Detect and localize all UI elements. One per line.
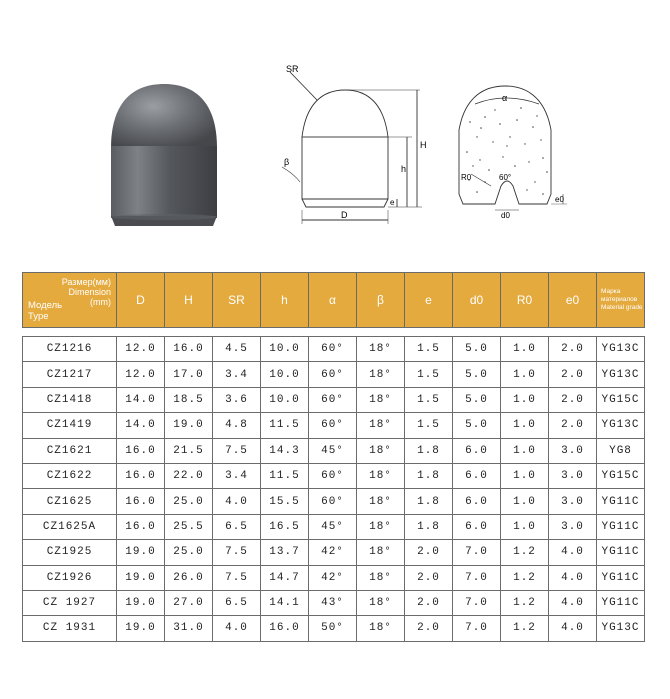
column-header: SR bbox=[213, 273, 261, 328]
value-cell: 2.0 bbox=[549, 362, 597, 387]
model-cell: CZ1625A bbox=[23, 514, 117, 539]
model-cell: CZ1418 bbox=[23, 387, 117, 412]
value-cell: 1.2 bbox=[501, 590, 549, 615]
value-cell: 1.2 bbox=[501, 565, 549, 590]
header-gap bbox=[23, 328, 645, 337]
model-cell: CZ 1927 bbox=[23, 590, 117, 615]
value-cell: 1.8 bbox=[405, 514, 453, 539]
value-cell: 26.0 bbox=[165, 565, 213, 590]
value-cell: 25.0 bbox=[165, 489, 213, 514]
model-cell: CZ1621 bbox=[23, 438, 117, 463]
grade-header-en: Material grade bbox=[601, 304, 643, 311]
value-cell: 1.8 bbox=[405, 438, 453, 463]
value-cell: 1.2 bbox=[501, 616, 549, 641]
table-body bbox=[23, 337, 645, 642]
value-cell: 1.0 bbox=[501, 489, 549, 514]
table-row bbox=[23, 590, 645, 615]
column-header: α bbox=[309, 273, 357, 328]
value-cell: 19.0 bbox=[117, 565, 165, 590]
value-cell: 2.0 bbox=[405, 540, 453, 565]
value-cell: 1.0 bbox=[501, 438, 549, 463]
value-cell: 2.0 bbox=[549, 387, 597, 412]
table-row bbox=[23, 337, 645, 362]
value-cell: 6.5 bbox=[213, 514, 261, 539]
column-header: R0 bbox=[501, 273, 549, 328]
model-cell: CZ1419 bbox=[23, 413, 117, 438]
value-cell: 16.0 bbox=[117, 438, 165, 463]
grade-cell: YG13C bbox=[597, 337, 645, 362]
header-model-ru: Модель bbox=[28, 300, 63, 311]
value-cell: 18° bbox=[357, 438, 405, 463]
table-row bbox=[23, 540, 645, 565]
value-cell: 19.0 bbox=[117, 590, 165, 615]
grade-cell: YG13C bbox=[597, 413, 645, 438]
header-unit: (mm) bbox=[90, 297, 111, 307]
value-cell: 1.2 bbox=[501, 540, 549, 565]
header-size-ru: Размер(мм) bbox=[61, 277, 111, 287]
value-cell: 7.0 bbox=[453, 565, 501, 590]
column-header: h bbox=[261, 273, 309, 328]
value-cell: 16.0 bbox=[117, 463, 165, 488]
value-cell: 60° bbox=[309, 463, 357, 488]
table-row bbox=[23, 616, 645, 641]
model-cell: CZ1217 bbox=[23, 362, 117, 387]
value-cell: 7.5 bbox=[213, 565, 261, 590]
value-cell: 10.0 bbox=[261, 337, 309, 362]
value-cell: 21.5 bbox=[165, 438, 213, 463]
grade-cell: YG15C bbox=[597, 463, 645, 488]
column-header: β bbox=[357, 273, 405, 328]
value-cell: 3.0 bbox=[549, 489, 597, 514]
value-cell: 50° bbox=[309, 616, 357, 641]
value-cell: 6.0 bbox=[453, 489, 501, 514]
grade-cell: YG11C bbox=[597, 514, 645, 539]
value-cell: 3.4 bbox=[213, 362, 261, 387]
value-cell: 60° bbox=[309, 489, 357, 514]
value-cell: 16.5 bbox=[261, 514, 309, 539]
value-cell: 3.0 bbox=[549, 514, 597, 539]
value-cell: 18° bbox=[357, 616, 405, 641]
grade-cell: YG11C bbox=[597, 590, 645, 615]
value-cell: 4.0 bbox=[213, 616, 261, 641]
label-d: D bbox=[341, 210, 348, 220]
label-alpha: α bbox=[502, 93, 508, 103]
value-cell: 3.0 bbox=[549, 438, 597, 463]
value-cell: 16.0 bbox=[261, 616, 309, 641]
grade-cell: YG11C bbox=[597, 565, 645, 590]
value-cell: 3.4 bbox=[213, 463, 261, 488]
value-cell: 5.0 bbox=[453, 413, 501, 438]
model-cell: CZ1216 bbox=[23, 337, 117, 362]
value-cell: 18° bbox=[357, 387, 405, 412]
value-cell: 19.0 bbox=[165, 413, 213, 438]
value-cell: 1.0 bbox=[501, 387, 549, 412]
value-cell: 14.0 bbox=[117, 387, 165, 412]
value-cell: 60° bbox=[309, 413, 357, 438]
value-cell: 14.7 bbox=[261, 565, 309, 590]
value-cell: 18° bbox=[357, 590, 405, 615]
value-cell: 16.0 bbox=[117, 514, 165, 539]
value-cell: 18° bbox=[357, 463, 405, 488]
value-cell: 18° bbox=[357, 540, 405, 565]
column-header: H bbox=[165, 273, 213, 328]
value-cell: 10.0 bbox=[261, 362, 309, 387]
value-cell: 1.0 bbox=[501, 362, 549, 387]
value-cell: 3.6 bbox=[213, 387, 261, 412]
grade-header-ru-2: материалов bbox=[601, 296, 638, 303]
model-cell: CZ1622 bbox=[23, 463, 117, 488]
value-cell: 17.0 bbox=[165, 362, 213, 387]
grade-cell: YG11C bbox=[597, 540, 645, 565]
model-cell: CZ1925 bbox=[23, 540, 117, 565]
value-cell: 1.5 bbox=[405, 413, 453, 438]
value-cell: 14.3 bbox=[261, 438, 309, 463]
value-cell: 22.0 bbox=[165, 463, 213, 488]
value-cell: 19.0 bbox=[117, 616, 165, 641]
grade-cell: YG11C bbox=[597, 489, 645, 514]
grade-column-header bbox=[597, 273, 645, 328]
table-header-row bbox=[23, 273, 645, 328]
column-header: d0 bbox=[453, 273, 501, 328]
value-cell: 6.5 bbox=[213, 590, 261, 615]
dimension-drawing bbox=[262, 62, 442, 237]
value-cell: 2.0 bbox=[549, 337, 597, 362]
model-cell: CZ1926 bbox=[23, 565, 117, 590]
value-cell: 25.0 bbox=[165, 540, 213, 565]
column-header: D bbox=[117, 273, 165, 328]
value-cell: 6.0 bbox=[453, 438, 501, 463]
value-cell: 13.7 bbox=[261, 540, 309, 565]
value-cell: 14.1 bbox=[261, 590, 309, 615]
value-cell: 10.0 bbox=[261, 387, 309, 412]
value-cell: 7.5 bbox=[213, 438, 261, 463]
value-cell: 7.5 bbox=[213, 540, 261, 565]
column-header: e bbox=[405, 273, 453, 328]
value-cell: 5.0 bbox=[453, 337, 501, 362]
value-cell: 18° bbox=[357, 565, 405, 590]
value-cell: 4.5 bbox=[213, 337, 261, 362]
value-cell: 1.0 bbox=[501, 413, 549, 438]
value-cell: 12.0 bbox=[117, 337, 165, 362]
value-cell: 42° bbox=[309, 540, 357, 565]
label-angle: 60° bbox=[499, 173, 512, 182]
value-cell: 4.0 bbox=[549, 540, 597, 565]
value-cell: 4.0 bbox=[549, 565, 597, 590]
grade-cell: YG13C bbox=[597, 616, 645, 641]
label-r0: R0 bbox=[461, 173, 472, 182]
value-cell: 4.0 bbox=[213, 489, 261, 514]
table-row bbox=[23, 463, 645, 488]
value-cell: 2.0 bbox=[549, 413, 597, 438]
value-cell: 4.0 bbox=[549, 616, 597, 641]
table-row bbox=[23, 413, 645, 438]
value-cell: 1.0 bbox=[501, 514, 549, 539]
label-e: e bbox=[390, 198, 395, 207]
grade-header-ru-1: Марка bbox=[601, 288, 621, 295]
grade-cell: YG13C bbox=[597, 362, 645, 387]
value-cell: 25.5 bbox=[165, 514, 213, 539]
table-row bbox=[23, 514, 645, 539]
value-cell: 7.0 bbox=[453, 590, 501, 615]
value-cell: 16.0 bbox=[117, 489, 165, 514]
value-cell: 11.5 bbox=[261, 413, 309, 438]
value-cell: 31.0 bbox=[165, 616, 213, 641]
label-sr: SR bbox=[286, 64, 299, 74]
table-row bbox=[23, 438, 645, 463]
value-cell: 1.5 bbox=[405, 387, 453, 412]
value-cell: 1.5 bbox=[405, 337, 453, 362]
value-cell: 60° bbox=[309, 362, 357, 387]
value-cell: 2.0 bbox=[405, 590, 453, 615]
table-row bbox=[23, 565, 645, 590]
value-cell: 2.0 bbox=[405, 616, 453, 641]
value-cell: 16.0 bbox=[165, 337, 213, 362]
carbide-button-photo bbox=[103, 82, 225, 230]
column-header: e0 bbox=[549, 273, 597, 328]
value-cell: 1.8 bbox=[405, 463, 453, 488]
value-cell: 2.0 bbox=[405, 565, 453, 590]
grade-cell: YG8 bbox=[597, 438, 645, 463]
header-type: Type bbox=[28, 311, 49, 322]
value-cell: 45° bbox=[309, 514, 357, 539]
value-cell: 6.0 bbox=[453, 514, 501, 539]
value-cell: 6.0 bbox=[453, 463, 501, 488]
value-cell: 4.0 bbox=[549, 590, 597, 615]
grade-cell: YG15C bbox=[597, 387, 645, 412]
value-cell: 1.5 bbox=[405, 362, 453, 387]
value-cell: 1.0 bbox=[501, 463, 549, 488]
value-cell: 19.0 bbox=[117, 540, 165, 565]
product-illustration-area bbox=[0, 0, 670, 260]
value-cell: 7.0 bbox=[453, 616, 501, 641]
value-cell: 3.0 bbox=[549, 463, 597, 488]
header-corner-cell bbox=[23, 273, 117, 328]
label-h-upper: H bbox=[420, 140, 427, 150]
value-cell: 14.0 bbox=[117, 413, 165, 438]
table-row bbox=[23, 489, 645, 514]
value-cell: 27.0 bbox=[165, 590, 213, 615]
table-row bbox=[23, 387, 645, 412]
value-cell: 7.0 bbox=[453, 540, 501, 565]
value-cell: 45° bbox=[309, 438, 357, 463]
value-cell: 42° bbox=[309, 565, 357, 590]
value-cell: 18° bbox=[357, 362, 405, 387]
value-cell: 12.0 bbox=[117, 362, 165, 387]
specification-table bbox=[22, 272, 645, 642]
value-cell: 60° bbox=[309, 337, 357, 362]
value-cell: 5.0 bbox=[453, 387, 501, 412]
header-dimension: Dimension bbox=[68, 287, 111, 297]
value-cell: 43° bbox=[309, 590, 357, 615]
section-drawing bbox=[455, 82, 577, 232]
table-row bbox=[23, 362, 645, 387]
model-cell: CZ 1931 bbox=[23, 616, 117, 641]
value-cell: 11.5 bbox=[261, 463, 309, 488]
value-cell: 18° bbox=[357, 413, 405, 438]
value-cell: 4.8 bbox=[213, 413, 261, 438]
label-beta: β bbox=[284, 157, 290, 167]
value-cell: 18° bbox=[357, 514, 405, 539]
label-h-lower: h bbox=[401, 164, 407, 174]
value-cell: 15.5 bbox=[261, 489, 309, 514]
value-cell: 18.5 bbox=[165, 387, 213, 412]
value-cell: 60° bbox=[309, 387, 357, 412]
value-cell: 5.0 bbox=[453, 362, 501, 387]
value-cell: 18° bbox=[357, 489, 405, 514]
value-cell: 1.8 bbox=[405, 489, 453, 514]
model-cell: CZ1625 bbox=[23, 489, 117, 514]
label-e0: e0 bbox=[555, 195, 564, 204]
value-cell: 18° bbox=[357, 337, 405, 362]
value-cell: 1.0 bbox=[501, 337, 549, 362]
label-d0: d0 bbox=[501, 211, 510, 220]
